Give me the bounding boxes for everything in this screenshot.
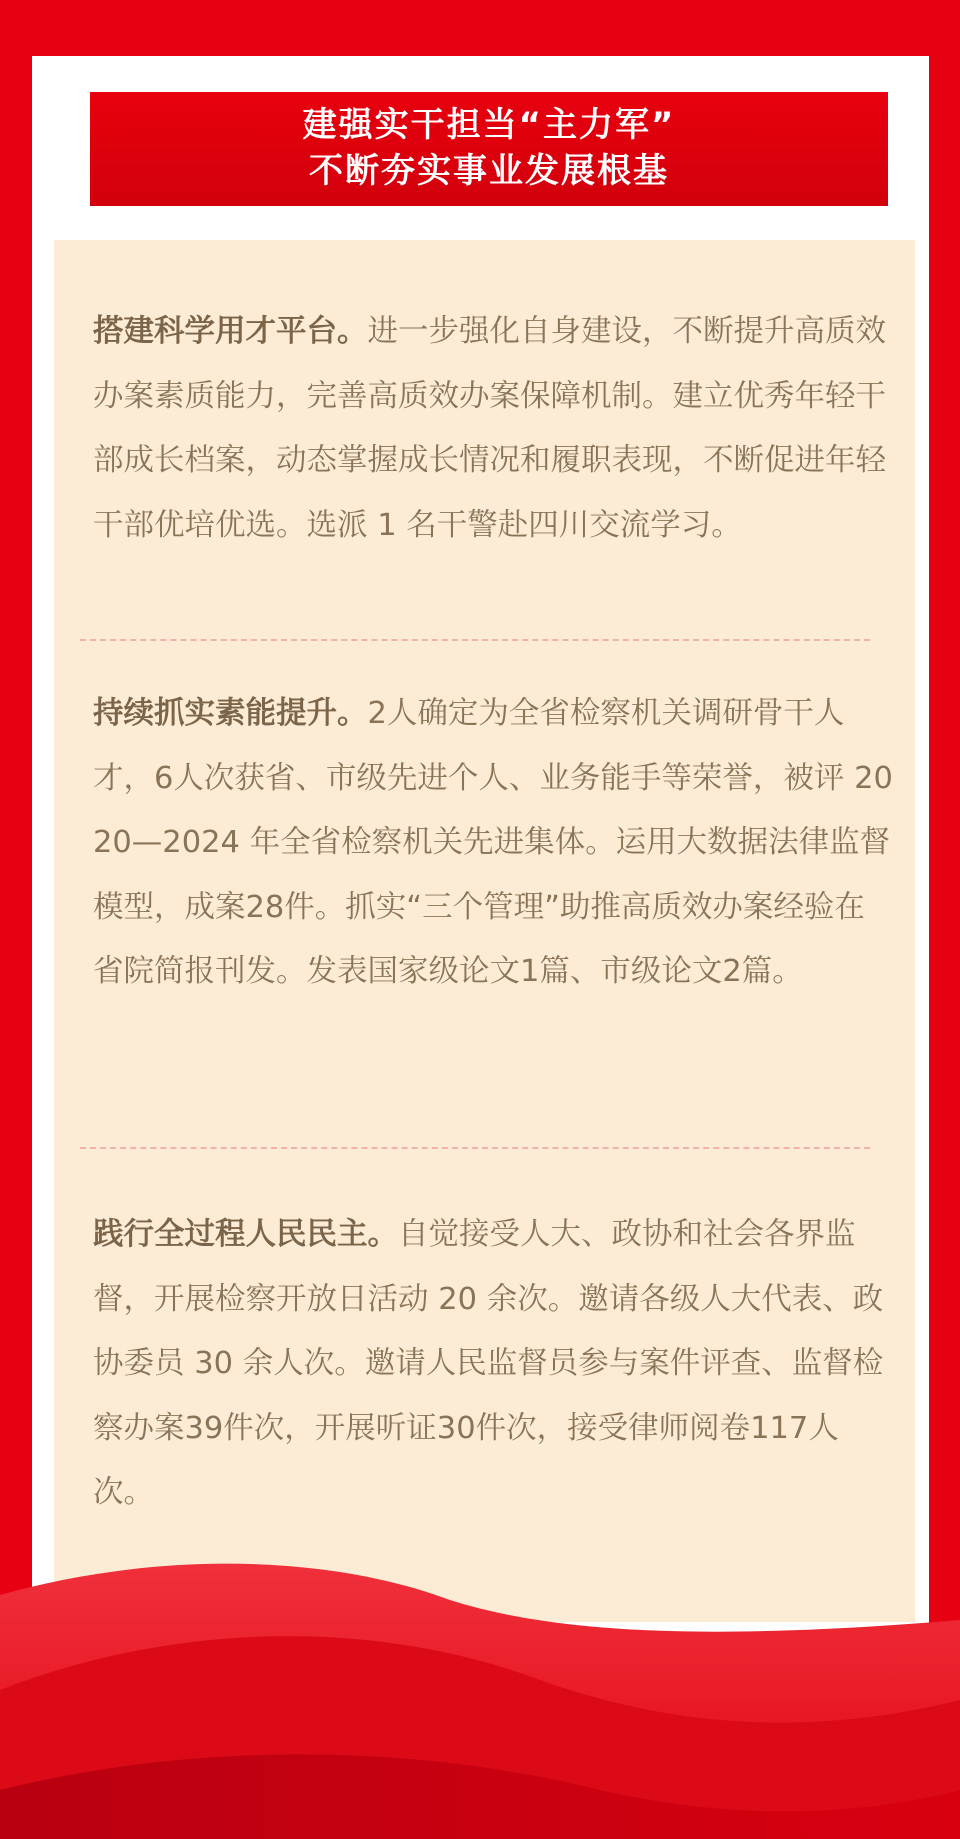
dashed-divider (80, 639, 870, 641)
section-lead: 搭建科学用才平台。 (93, 314, 368, 349)
section-talent-platform (93, 300, 893, 558)
section-body: 自觉接受人大、政协和社会各界监督，开展检察开放日活动 20 余次。邀请各级人大代表、政协委员 30 余人次。邀请人民监督员参与案件评查、监督检察办案39件次，开展听证30件次，接受律师阅卷117人次。 (93, 1217, 884, 1510)
title-line-2: 不断夯实事业发展根基 (309, 151, 669, 191)
section-body: 2人确定为全省检察机关调研骨干人才，6人次获省、市级先进个人、业务能手等荣誉，被评 2020—2024 年全省检察机关先进集体。运用大数据法律监督模型，成案28件。抓实“三个管理”助推高质效办案经验在省院简报刊发。发表国家级论文1篇、市级论文2篇。 (93, 696, 893, 989)
title-line-1: 建强实干担当“主力军” (302, 105, 676, 145)
title-banner (90, 92, 888, 206)
dashed-divider (80, 1147, 870, 1149)
section-body: 进一步强化自身建设，不断提升高质效办案素质能力，完善高质效办案保障机制。建立优秀年轻干部成长档案，动态掌握成长情况和履职表现，不断促进年轻干部优培优选。选派 1 名干警赴四川交流学习。 (93, 314, 886, 543)
section-lead: 践行全过程人民民主。 (93, 1217, 398, 1252)
red-wave-decoration (0, 1560, 960, 1839)
section-capability-improvement (93, 682, 893, 1005)
section-lead: 持续抓实素能提升。 (93, 696, 368, 731)
section-whole-process-democracy (93, 1203, 893, 1526)
